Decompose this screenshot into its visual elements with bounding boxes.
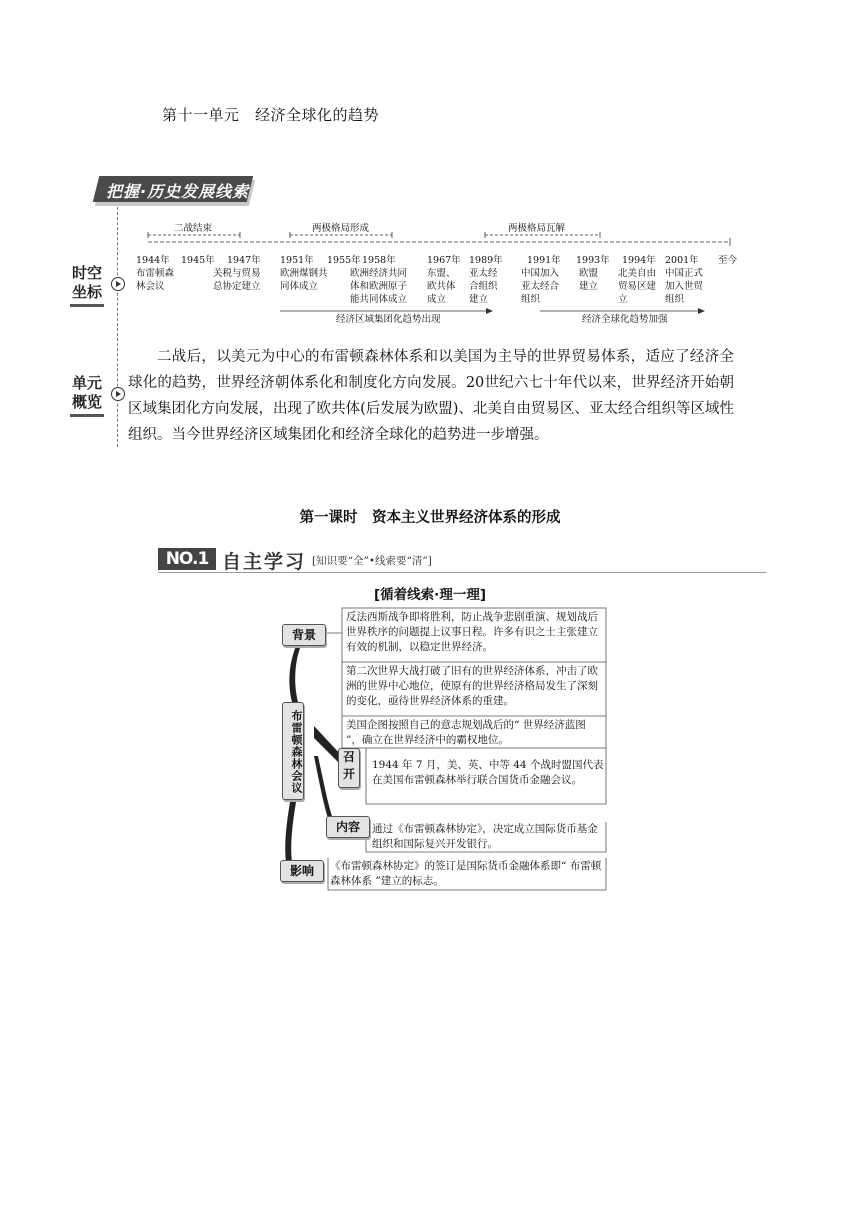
timeline-event: [576, 254, 610, 293]
timeline-event: [665, 254, 709, 306]
timeline-end-label: 至今: [718, 255, 738, 266]
content-text: 通过《布雷顿森林协定》，决定成立国际货币基金组织和国际复兴开发银行。: [372, 823, 598, 850]
background-item: 美国企图按照自己的意志规划战后的“ 世界经济蓝图 ”，确立在世界经济中的霸权地位。: [346, 719, 586, 746]
side-label-line2: 概览: [71, 393, 102, 411]
event-year: 1991年: [527, 255, 561, 266]
event-desc: 关税与贸易总协定建立: [213, 268, 261, 292]
trend-label: 经济区域集团化趋势出现: [336, 314, 441, 325]
event-year: 1945年: [181, 255, 215, 266]
side-rule: [70, 414, 104, 417]
timeline-event: [618, 254, 662, 306]
impact-text: 《布雷顿森林协定》的签订是国际货币金融体系即“ 布雷顿森林体系 ”建立的标志。: [330, 860, 602, 887]
event-desc: 欧盟建立: [579, 268, 599, 292]
section-subtitle: [知识要“全”•线索要“清”]: [312, 555, 432, 567]
convene-tag: 召开: [338, 748, 360, 788]
timeline-event: [181, 254, 217, 267]
lesson-title: 第一课时 资本主义世界经济体系的形成: [299, 510, 561, 526]
side-rule: [70, 304, 104, 307]
event-desc: 北美自由贸易区建立: [618, 268, 657, 305]
center-node: 布雷顿森林会议: [282, 702, 304, 800]
event-year: 1993年: [576, 255, 610, 266]
section-banner-text: 把握·历史发展线索: [106, 182, 250, 201]
convene-text: 1944 年 7 月，美、英、中等 44 个战时盟国代表在美国布雷顿森林举行联合国货币金融会议。: [372, 759, 604, 786]
side-label-line1: 时空: [71, 264, 102, 282]
event-desc: 东盟、欧共体成立: [427, 268, 456, 305]
event-year: 1958年: [362, 255, 396, 266]
event-desc: 中国正式加入世贸组织: [665, 268, 704, 305]
event-year: 2001年: [665, 255, 699, 266]
chain-title: [循着线索·理一理]: [374, 587, 486, 603]
section-number-badge: NO.1: [158, 548, 216, 570]
timeline-event: [427, 254, 461, 306]
phase-label: 两极格局形成: [312, 223, 370, 234]
side-label-line2: 坐标: [71, 283, 102, 301]
event-desc: 亚太经合组织建立: [469, 268, 498, 305]
event-desc: 中国加入亚太经合组织: [521, 268, 560, 305]
unit-summary: 二战后，以美元为中心的布雷顿森林体系和以美国为主导的世界贸易体系，适应了经济全球化的趋势，世界经济朝体系化和制度化方向发展。20世纪六七十年代以来，世界经济开始朝区域集团化方向发展，出现了欧共体(后发展为欧盟)、北美自由贸易区、亚太经合组织等区域性组织。当今世界经济区域集团化和经济全球化的趋势进一步增强。: [128, 349, 734, 443]
background-item: 第二次世界大战打破了旧有的世界经济体系，冲击了欧洲的世界中心地位，使原有的世界经济格局发生了深刻的变化，亟待世界经济体系的重建。: [346, 665, 598, 707]
timeline-event: [350, 254, 408, 306]
section-title: 自主学习: [222, 551, 307, 573]
timeline-event: [469, 254, 503, 306]
event-desc: 欧洲煤钢共同体成立: [280, 268, 328, 292]
timeline-side-label: [70, 264, 104, 302]
content-tag: 内容: [326, 816, 370, 838]
timeline-event: [136, 254, 180, 293]
event-year: 1967年: [427, 255, 461, 266]
background-tag: 背景: [282, 624, 326, 646]
phase-label: 两极格局瓦解: [508, 223, 566, 234]
impact-tag: 影响: [280, 860, 324, 882]
timeline-event: [521, 254, 565, 306]
phase-label: 二战结束: [174, 223, 213, 234]
event-year: 1989年: [469, 255, 503, 266]
event-year: 1944年: [136, 255, 170, 266]
event-year: 1994年: [622, 255, 656, 266]
timeline-event: [280, 254, 328, 293]
event-desc: 布雷顿森林会议: [136, 268, 175, 292]
trend-label: 经济全球化趋势加强: [582, 314, 668, 325]
event-year: 1947年: [227, 255, 261, 266]
unit-title: 第十一单元 经济全球化的趋势: [162, 106, 380, 124]
dashed-divider: [117, 207, 118, 447]
event-desc: 欧洲经济共同体和欧洲原子能共同体成立: [350, 268, 408, 305]
play-icon: [111, 387, 125, 401]
overview-side-label: [70, 374, 104, 412]
side-label-line1: 单元: [71, 374, 102, 392]
play-icon: [111, 277, 125, 291]
event-year: 1955年: [327, 255, 361, 266]
timeline-event: [213, 254, 267, 293]
background-item: 反法西斯战争即将胜利，防止战争悲剧重演、规划战后世界秩序的问题提上议事日程。许多有识之士主张建立有效的机制，以稳定世界经济。: [346, 611, 598, 653]
event-year: 1951年: [280, 255, 314, 266]
section-rule: [158, 572, 766, 573]
